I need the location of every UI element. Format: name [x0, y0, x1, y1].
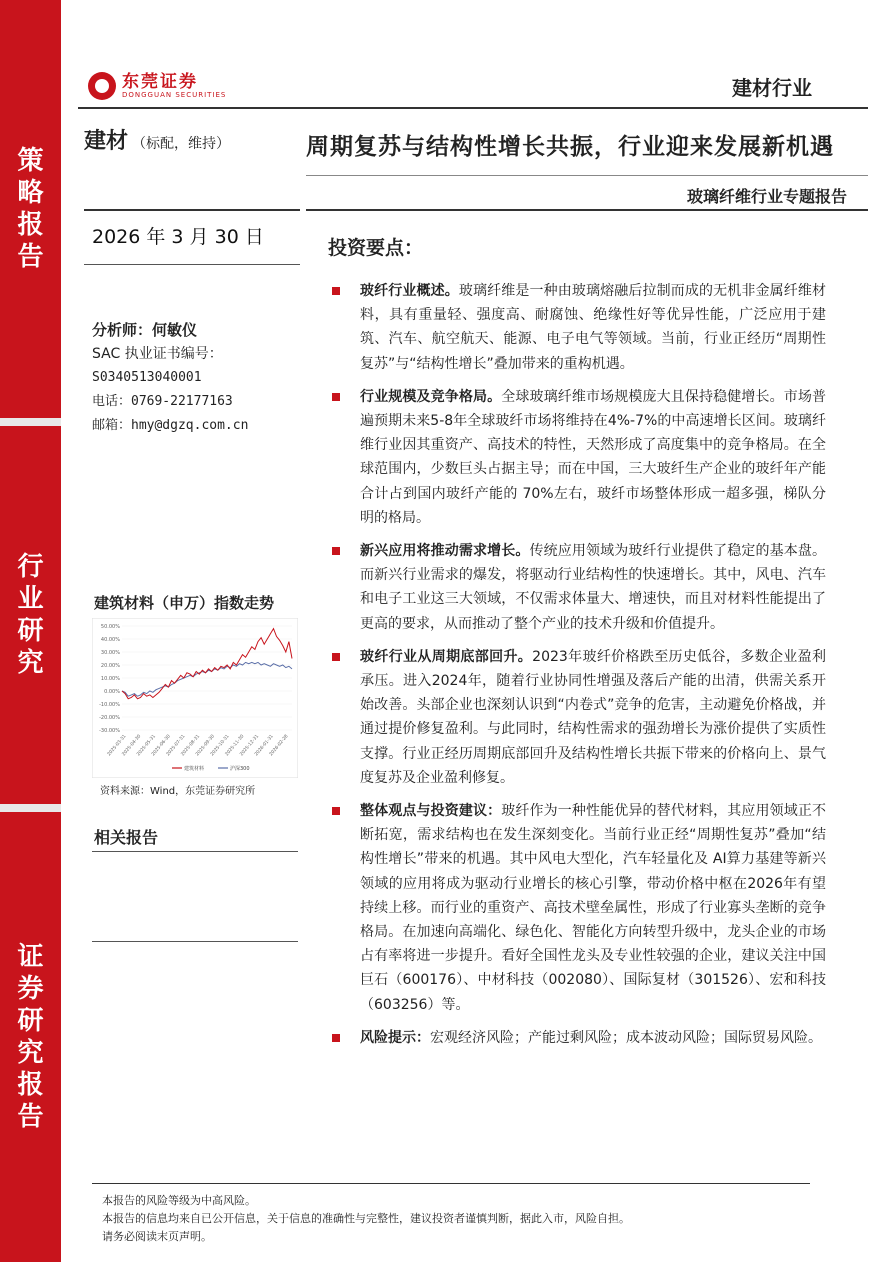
x-tick-label: 2025-11-30	[224, 734, 246, 758]
x-tick-label: 2025-08-31	[180, 734, 202, 758]
header-rule	[78, 107, 868, 109]
sidebar-char: 告	[17, 242, 44, 272]
divider	[92, 851, 298, 852]
x-tick-label: 2025-04-30	[121, 734, 143, 758]
key-point-head: 行业规模及竞争格局。	[360, 388, 502, 405]
chart-source: 资料来源：Wind，东莞证券研究所	[100, 786, 256, 797]
x-tick-label: 2025-07-31	[165, 734, 187, 758]
analyst-phone: 电话：0769-22177163	[92, 394, 233, 409]
x-tick-label: 2026-02-28	[268, 734, 290, 758]
legend-label: 建筑材料	[184, 766, 205, 772]
analyst-info	[92, 318, 248, 438]
logo-name-cn: 东莞证券	[122, 72, 198, 92]
footer-line: 请务必阅读末页声明。	[102, 1230, 212, 1243]
report-subtitle: 玻璃纤维行业专题报告	[686, 187, 847, 206]
y-tick-label: 40.00%	[100, 637, 120, 643]
key-point-body: 玻纤作为一种性能优异的替代材料，其应用领域正不断拓宽，需求结构也在发生深刻变化。当前行业正经“周期性复苏”叠加“结构性增长”带来的机遇。其中风电大型化，汽车轻量化及 AI算力基建等新兴领域的应用将成为驱动行业增长的核心引擎，带动价格中枢在2026年有望持续上移。而行业的重资产、高技术壁垒属性，形成了行业寡头垄断的竞争格局。在加速向高端化、绿色化、智能化方向转型升级中，龙头企业的市场占有率将进一步提升。看好全国性龙头及专业性较强的企业，建议关注中国巨石（600176）、中材科技（002080）、国际复材（301526）、宏和科技（603256）等。	[360, 803, 826, 1013]
key-point-head: 整体观点与投资建议：	[360, 803, 502, 820]
left-sidebar	[0, 0, 61, 1262]
index-trend-chart	[92, 618, 298, 778]
sidebar-char: 业	[17, 584, 44, 614]
divider	[92, 941, 298, 942]
footer-line: 本报告的信息均来自已公开信息，关于信息的准确性与完整性，建议投资者谨慎判断，据此入市，风险自担。	[102, 1212, 630, 1225]
square-bullet-icon	[332, 393, 340, 401]
key-point-body: 传统应用领域为玻纤行业提供了稳定的基本盘。而新兴行业需求的爆发，将驱动行业结构性的快速增长。其中，风电、汽车和电子工业这三大领域，不仅需求体量大、增速快，而且对材料性能提出了更高的要求，从而推动了整个产业的技术升级和价值提升。	[360, 543, 826, 632]
divider	[84, 264, 300, 265]
y-tick-label: 0.00%	[104, 689, 120, 695]
legend-label: 沪深300	[230, 766, 250, 772]
key-point-body: 宏观经济风险；产能过剩风险；成本波动风险；国际贸易风险。	[430, 1029, 822, 1046]
x-tick-label: 2025-06-30	[151, 734, 172, 758]
key-point	[330, 799, 826, 1017]
sidebar-char: 证	[17, 942, 44, 972]
sector-name: 建材	[84, 129, 129, 154]
key-points-list	[330, 279, 826, 1059]
key-point-body: 2023年玻纤价格跌至历史低谷，多数企业盈利承压。进入2024年，随着行业协同性增强及落后产能的出清，供需关系开始改善。头部企业也深刻认识到“内卷式”竞争的危害，主动避免价格战，并通过提价修复盈利。与此同时，结构性需求的强劲增长为涨价提供了实质性支撑。行业正经历周期底部回升及结构性增长共振下带来的价格向上、景气度复苏及企业盈利修复。	[360, 648, 826, 786]
analyst-sac-number: S0340513040001	[92, 370, 202, 385]
square-bullet-icon	[332, 547, 340, 555]
key-points-title: 投资要点：	[328, 237, 424, 259]
logo-name-en: DONGGUAN SECURITIES	[122, 91, 227, 99]
x-tick-label: 2025-10-31	[209, 734, 231, 758]
logo-mark-icon	[88, 72, 116, 100]
sidebar-char: 策	[17, 146, 44, 176]
key-point-head: 新兴应用将推动需求增长。	[360, 543, 530, 560]
sidebar-char: 报	[17, 1070, 44, 1100]
sidebar-divider	[0, 804, 61, 812]
sector-label	[84, 124, 230, 155]
key-point	[330, 1026, 826, 1050]
sidebar-char: 研	[17, 1006, 44, 1036]
sidebar-char: 行	[17, 552, 44, 582]
company-logo	[88, 72, 226, 100]
key-point-body: 玻璃纤维是一种由玻璃熔融后拉制而成的无机非金属纤维材料，具有重量轻、强度高、耐腐蚀、绝缘性好等优异性能，广泛应用于建筑、汽车、航空航天、能源、电子电气等领域。当前，行业正经历“周期性复苏”与“结构性增长”叠加带来的重构机遇。	[360, 283, 826, 372]
sidebar-char: 略	[17, 178, 44, 208]
square-bullet-icon	[332, 807, 340, 815]
square-bullet-icon	[332, 287, 340, 295]
x-tick-label: 2025-03-31	[106, 734, 128, 758]
key-point	[330, 385, 826, 530]
sidebar-char: 告	[17, 1102, 44, 1132]
y-tick-label: -20.00%	[99, 715, 120, 721]
y-tick-label: 30.00%	[100, 650, 120, 656]
key-point-head: 玻纤行业概述。	[360, 283, 459, 299]
key-point	[330, 279, 826, 376]
y-tick-label: 20.00%	[100, 663, 120, 669]
x-tick-label: 2025-05-31	[136, 734, 157, 758]
footer-rule	[92, 1183, 810, 1184]
footer-line: 本报告的风险等级为中高风险。	[102, 1194, 256, 1207]
chart-svg	[92, 618, 298, 778]
y-tick-label: -30.00%	[99, 728, 120, 734]
sidebar-divider	[0, 418, 61, 426]
divider	[306, 209, 868, 211]
x-tick-label: 2025-12-31	[239, 734, 261, 758]
analyst-name: 分析师：何敏仪	[92, 321, 198, 339]
key-point-head: 风险提示：	[360, 1029, 430, 1046]
divider	[84, 209, 300, 211]
sidebar-label-industry-research	[0, 426, 61, 804]
sidebar-char: 究	[17, 1038, 44, 1068]
analyst-sac-label: SAC 执业证书编号：	[92, 346, 223, 362]
y-tick-label: 50.00%	[100, 624, 120, 630]
industry-tag: 建材行业	[732, 76, 812, 100]
related-reports-title: 相关报告	[94, 828, 159, 847]
sidebar-char: 报	[17, 210, 44, 240]
x-tick-label: 2025-09-30	[195, 734, 216, 758]
square-bullet-icon	[332, 1034, 340, 1042]
sidebar-char: 研	[17, 616, 44, 646]
sidebar-label-securities-report	[0, 812, 61, 1262]
report-title: 周期复苏与结构性增长共振，行业迎来发展新机遇	[306, 134, 834, 160]
chart-title: 建筑材料（申万）指数走势	[94, 594, 275, 612]
key-point-head: 玻纤行业从周期底部回升。	[360, 648, 533, 665]
footer-disclaimer	[102, 1192, 630, 1246]
sidebar-char: 究	[17, 648, 44, 678]
sidebar-char: 券	[17, 974, 44, 1004]
y-tick-label: -10.00%	[99, 702, 120, 708]
square-bullet-icon	[332, 653, 340, 661]
divider	[306, 175, 868, 176]
analyst-email[interactable]: 邮箱：hmy@dgzq.com.cn	[92, 418, 249, 433]
key-point	[330, 539, 826, 636]
y-tick-label: 10.00%	[100, 676, 120, 682]
key-point-body: 全球玻璃纤维市场规模庞大且保持稳健增长。市场普遍预期未来5-8年全球玻纤市场将维持在4%-7%的中高速增长区间。玻璃纤维行业因其重资产、高技术的特性，天然形成了高度集中的竞争格局。在全球范围内，少数巨头占据主导；而在中国，三大玻纤生产企业的玻纤年产能合计占到国内玻纤产能的 70%左右，玻纤市场整体形成一超多强，梯队分明的格局。	[360, 388, 826, 526]
x-tick-label: 2026-01-31	[254, 734, 275, 758]
sidebar-label-strategy	[0, 0, 61, 418]
sector-rating: （标配，维持）	[132, 136, 231, 152]
report-date: 2026 年 3 月 30 日	[92, 226, 264, 248]
key-point	[330, 645, 826, 790]
